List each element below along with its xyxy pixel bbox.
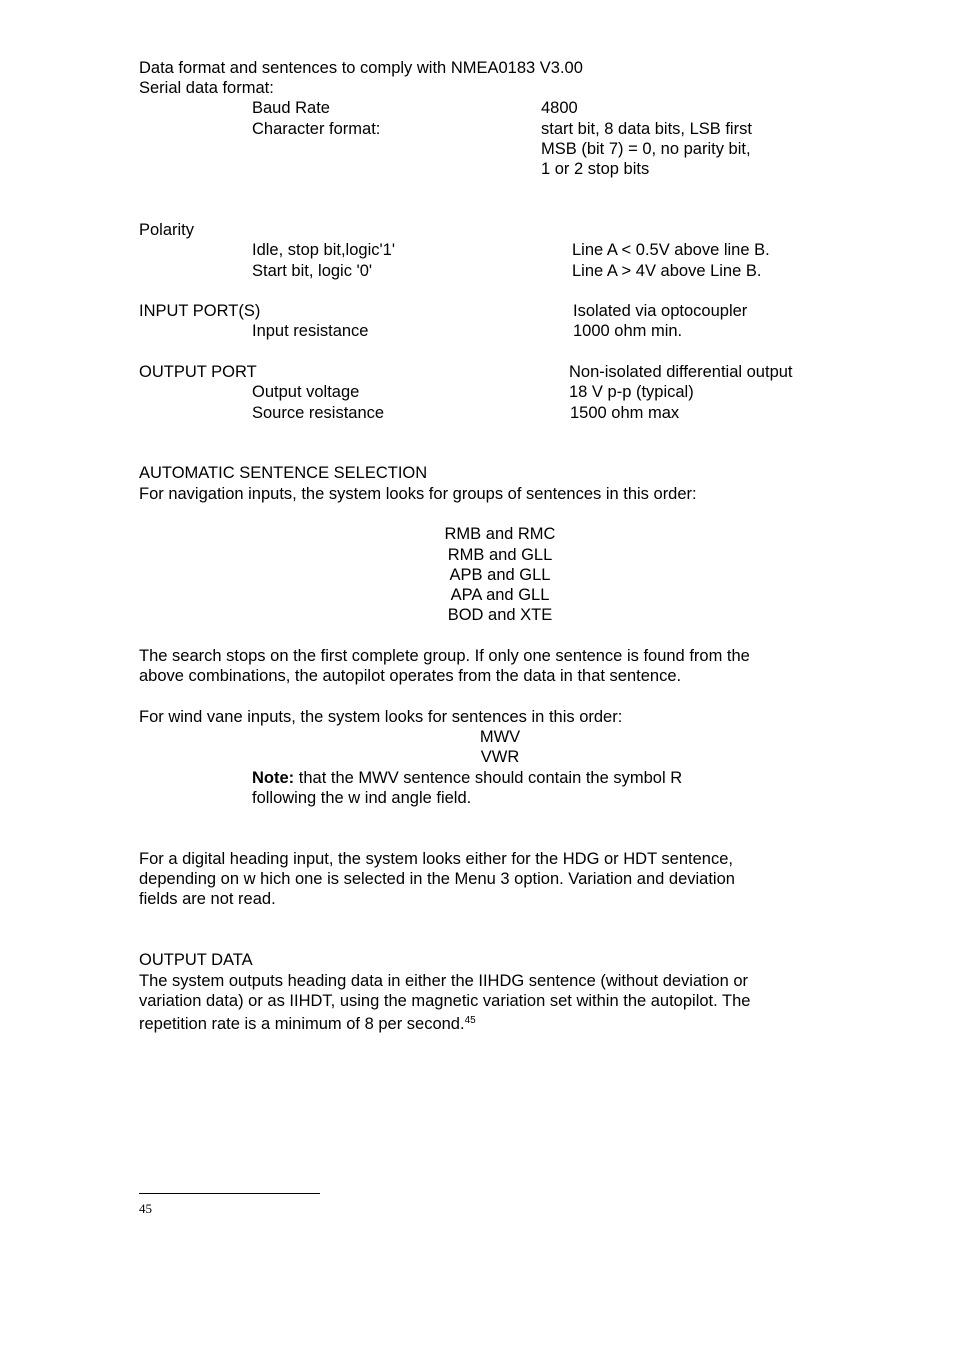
- polarity-start-label: Start bit, logic '0': [252, 262, 373, 280]
- footnote-number: 45: [139, 1201, 152, 1216]
- output-data-line-3-text: repetition rate is a minimum of 8 per second.: [139, 1015, 465, 1033]
- output-voltage-value: 18 V p-p (typical): [569, 383, 694, 401]
- search-paragraph-line-1: The search stops on the first complete group. If only one sentence is found from the: [139, 647, 750, 665]
- polarity-idle-label: Idle, stop bit,logic'1': [252, 241, 395, 259]
- wind-vane-intro: For wind vane inputs, the system looks for sentences in this order:: [139, 708, 623, 726]
- character-format-value-2: MSB (bit 7) = 0, no parity bit,: [541, 140, 751, 158]
- heading-paragraph-line-3: fields are not read.: [139, 890, 276, 908]
- output-port-heading: OUTPUT PORT: [139, 363, 257, 381]
- sentence-group: APA and GLL: [450, 586, 550, 604]
- wind-sentence: MWV: [479, 728, 521, 746]
- input-port-isolation: Isolated via optocoupler: [573, 302, 748, 320]
- header-line-1: Data format and sentences to comply with NMEA0183 V3.00: [139, 59, 583, 77]
- search-paragraph-line-2: above combinations, the autopilot operates from the data in that sentence.: [139, 667, 682, 685]
- output-data-line-2: variation data) or as IIHDT, using the magnetic variation set within the autopilot. The: [139, 992, 751, 1010]
- input-resistance-label: Input resistance: [252, 322, 369, 340]
- note-line-2: following the w ind angle field.: [252, 789, 472, 807]
- output-voltage-label: Output voltage: [252, 383, 360, 401]
- heading-paragraph-line-1: For a digital heading input, the system looks either for the HDG or HDT sentence,: [139, 850, 733, 868]
- baud-rate-label: Baud Rate: [252, 99, 330, 117]
- sentence-group: RMB and RMC: [444, 525, 556, 543]
- polarity-start-value: Line A > 4V above Line B.: [572, 262, 762, 280]
- auto-selection-intro: For navigation inputs, the system looks for groups of sentences in this order:: [139, 485, 697, 503]
- note-line-1: [252, 768, 682, 788]
- source-resistance-value: 1500 ohm max: [570, 404, 680, 422]
- header-line-2: Serial data format:: [139, 79, 274, 97]
- output-data-heading: OUTPUT DATA: [139, 951, 253, 969]
- polarity-heading: Polarity: [139, 221, 195, 239]
- output-data-line-1: The system outputs heading data in either the IIHDG sentence (without deviation or: [139, 972, 749, 990]
- auto-selection-heading: AUTOMATIC SENTENCE SELECTION: [139, 464, 428, 482]
- baud-rate-value: 4800: [541, 99, 578, 117]
- footnote-separator: [139, 1193, 320, 1194]
- note-label: Note:: [252, 769, 295, 787]
- character-format-value-3: 1 or 2 stop bits: [541, 160, 650, 178]
- character-format-value-1: start bit, 8 data bits, LSB first: [541, 120, 752, 138]
- polarity-idle-value: Line A < 0.5V above line B.: [572, 241, 770, 259]
- sentence-group: APB and GLL: [449, 566, 551, 584]
- note-text: that the MWV sentence should contain the symbol R: [294, 769, 683, 787]
- sentence-group: BOD and XTE: [447, 606, 553, 624]
- footnote-reference[interactable]: 45: [464, 1015, 476, 1026]
- output-data-line-3: [139, 1011, 476, 1034]
- sentence-group: RMB and GLL: [447, 546, 553, 564]
- output-port-type: Non-isolated differential output: [569, 363, 793, 381]
- source-resistance-label: Source resistance: [252, 404, 385, 422]
- heading-paragraph-line-2: depending on w hich one is selected in the Menu 3 option. Variation and deviation: [139, 870, 735, 888]
- input-resistance-value: 1000 ohm min.: [573, 322, 683, 340]
- input-port-heading: INPUT PORT(S): [139, 302, 261, 320]
- wind-sentence: VWR: [480, 748, 520, 766]
- character-format-label: Character format:: [252, 120, 381, 138]
